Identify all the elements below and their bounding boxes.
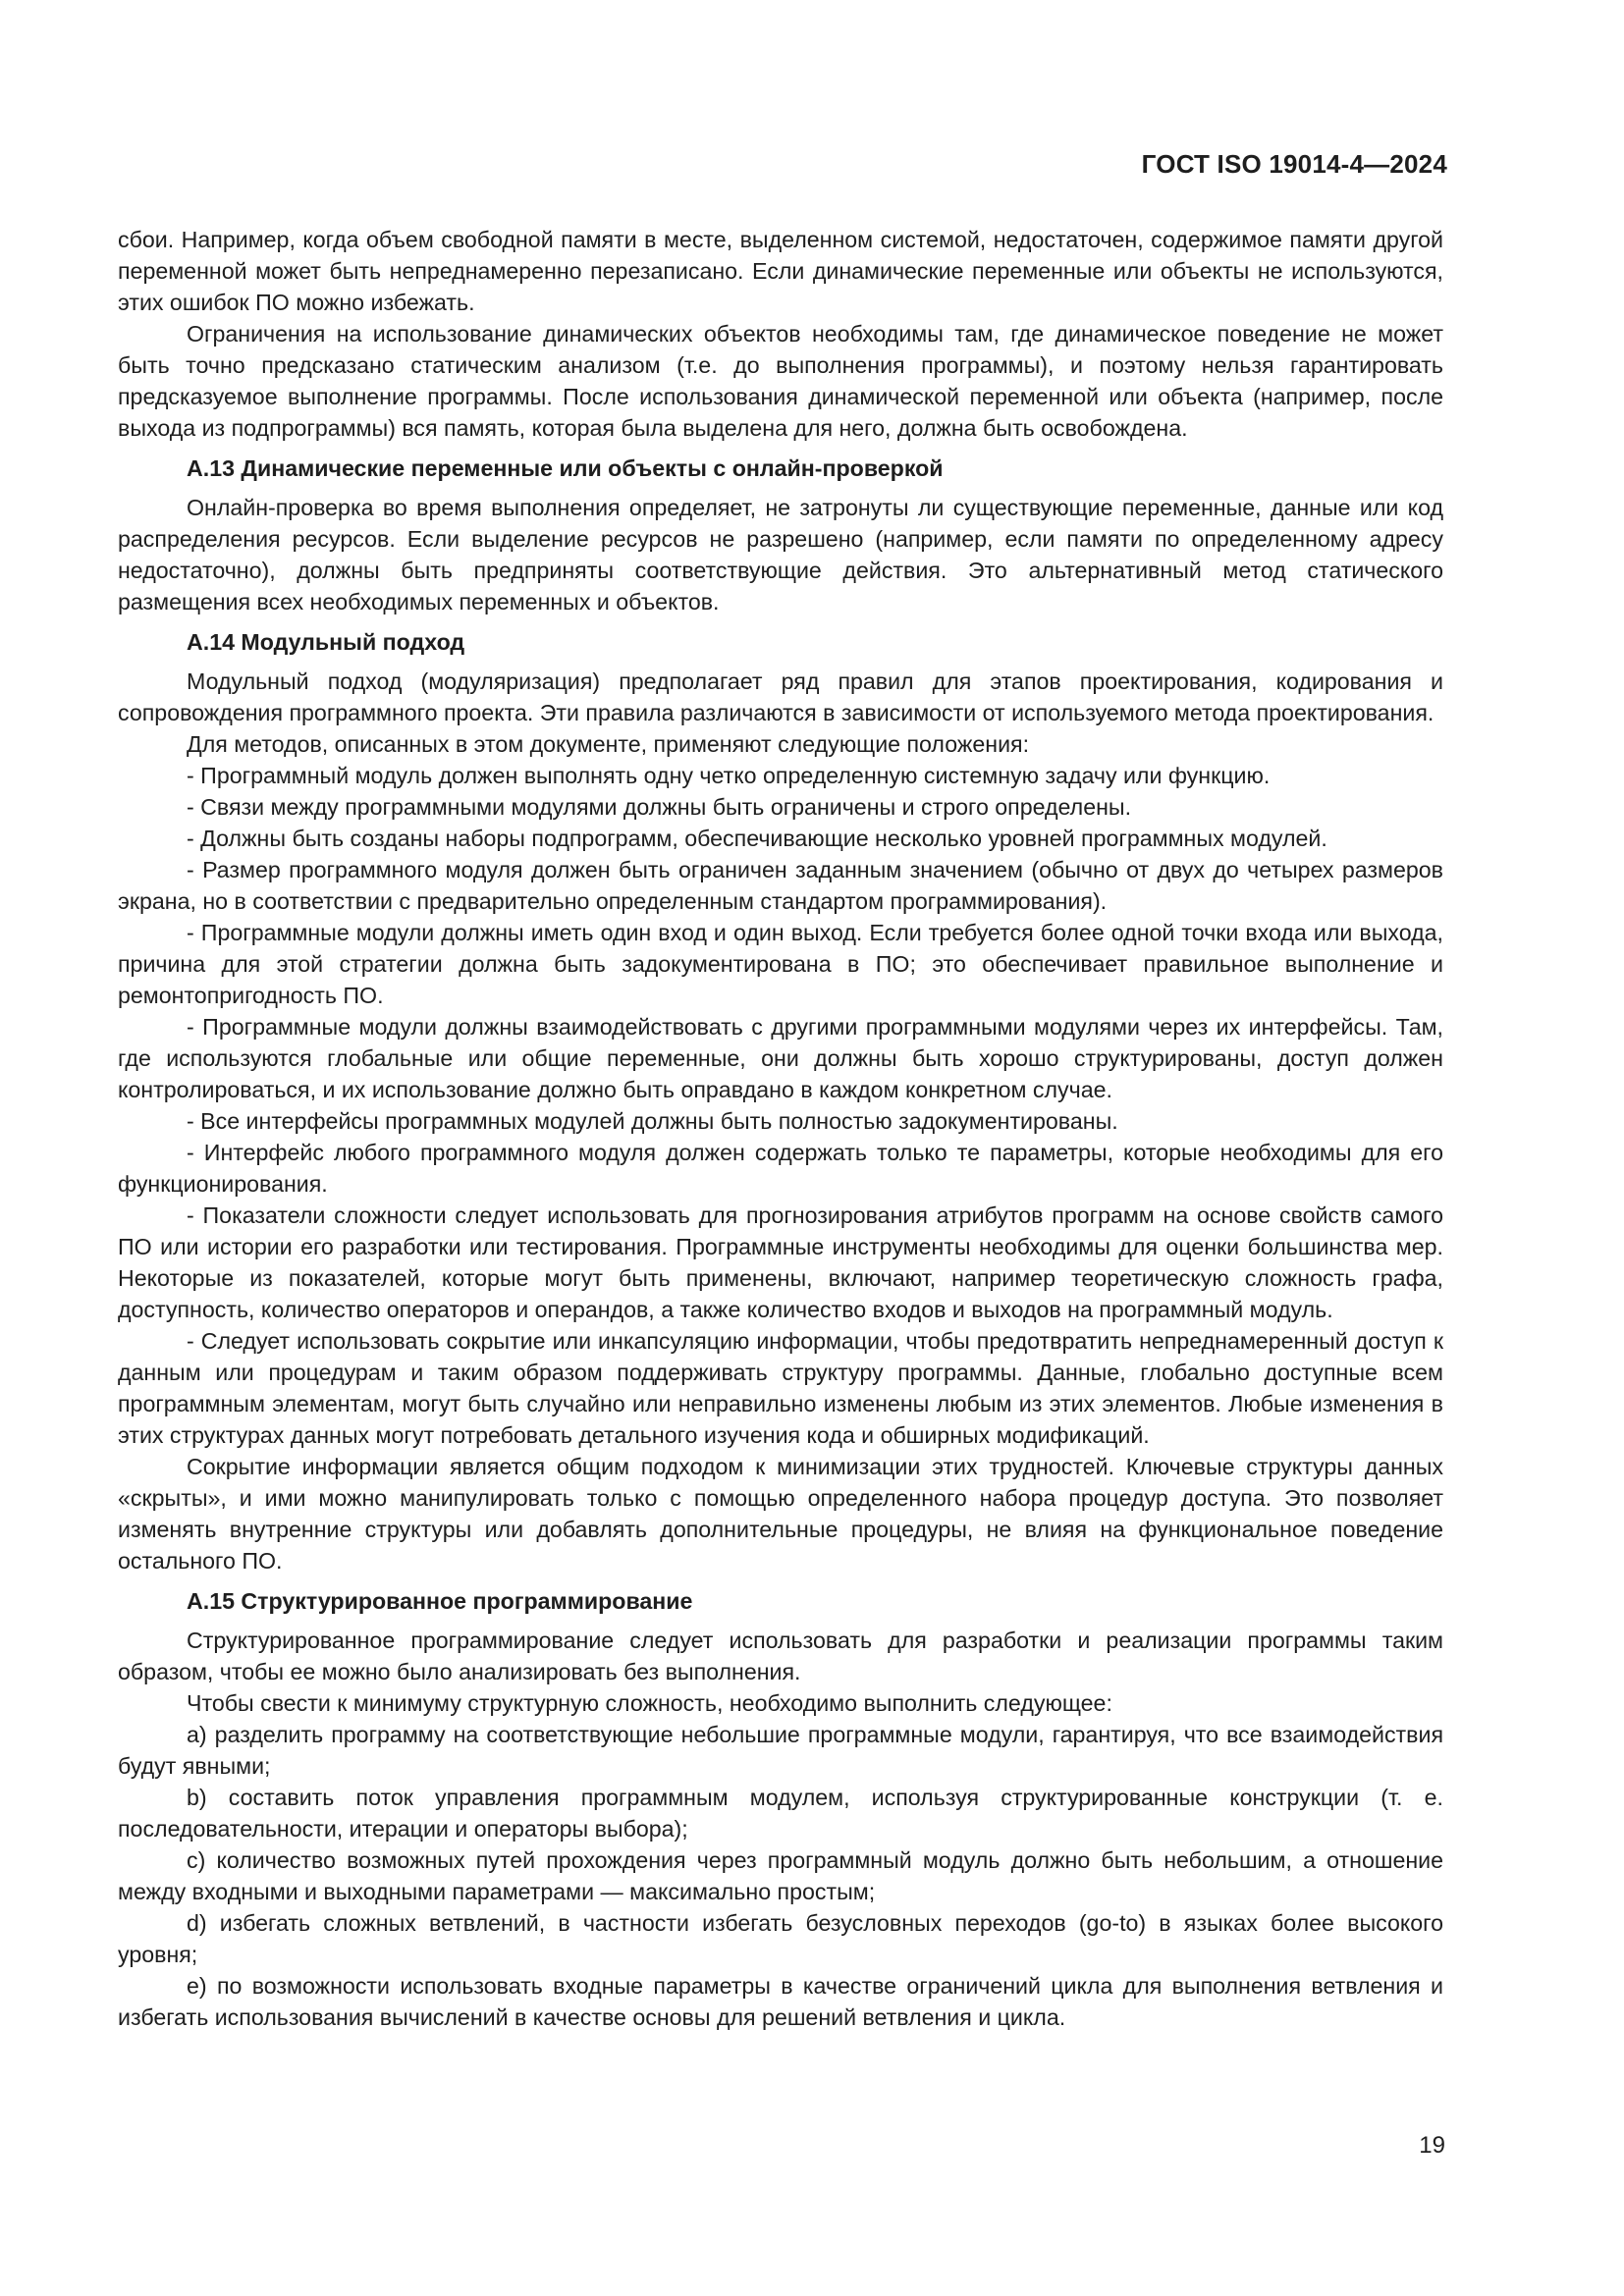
list-item: - Должны быть созданы наборы подпрограмм, обеспечивающие несколько уровней программных модулей. [187,826,1327,851]
list-item: - Программный модуль должен выполнять одну четко определенную системную задачу или функцию. [187,763,1271,788]
page-number: 19 [1419,2132,1445,2159]
paragraph: Чтобы свести к минимуму структурную сложность, необходимо выполнить следующее: [187,1690,1112,1716]
list-item: - Следует использовать сокрытие или инкапсуляцию информации, чтобы предотвратить непреднамеренный доступ к данным или процедурам и таким образом поддерживать структуру программы. Данные, глобально доступные всем программным элементам, могут быть случайно или неправильно изменены любым из этих элементов. Любые изменения в этих структурах данных могут потребовать детального изучения кода и обширных модификаций. [118,1328,1443,1448]
list-item: - Все интерфейсы программных модулей должны быть полностью задокументированы. [187,1108,1118,1134]
section-heading-a14: А.14 Модульный подход [187,629,465,655]
list-item: b) составить поток управления программным модулем, используя структурированные конструкции (т. е. последовательности, итерации и операторы выбора); [118,1785,1443,1842]
list-item: - Интерфейс любого программного модуля должен содержать только те параметры, которые необходимы для его функционирования. [118,1140,1443,1197]
document-body [118,224,1443,2033]
list-item: - Связи между программными модулями должны быть ограничены и строго определены. [187,794,1132,820]
list-item: - Показатели сложности следует использовать для прогнозирования атрибутов программ на основе свойств самого ПО или истории его разработки или тестирования. Программные инструменты необходимы для оценки большинства мер. Некоторые из показателей, которые могут быть применены, включают, например теоретическую сложность графа, доступность, количество операторов и операндов, а также количество входов и выходов на программный модуль. [118,1202,1443,1322]
paragraph: Ограничения на использование динамических объектов необходимы там, где динамическое поведение не может быть точно предсказано статическим анализом (т.е. до выполнения программы), и поэтому нельзя гарантировать предсказуемое выполнение программы. После использования динамической переменной или объекта (например, после выхода из подпрограммы) вся память, которая была выделена для него, должна быть освобождена. [118,321,1443,441]
list-item: - Программные модули должны иметь один вход и один выход. Если требуется более одной точки входа или выхода, причина для этой стратегии должна быть задокументирована в ПО; это обеспечивает правильное выполнение и ремонтопригодность ПО. [118,920,1443,1008]
list-item: - Размер программного модуля должен быть ограничен заданным значением (обычно от двух до четырех размеров экрана, но в соответствии с предварительно определенным стандартом программирования). [118,857,1443,914]
paragraph: Модульный подход (модуляризация) предполагает ряд правил для этапов проектирования, кодирования и сопровождения программного проекта. Эти правила различаются в зависимости от используемого метода проектирования. [118,668,1443,725]
section-heading-a13: А.13 Динамические переменные или объекты с онлайн-проверкой [187,455,944,481]
list-item: c) количество возможных путей прохождения через программный модуль должно быть небольшим, а отношение между входными и выходными параметрами — максимально простым; [118,1847,1443,1904]
list-item: d) избегать сложных ветвлений, в частности избегать безусловных переходов (go-to) в языках более высокого уровня; [118,1910,1443,1967]
paragraph: сбои. Например, когда объем свободной памяти в месте, выделенном системой, недостаточен, содержимое памяти другой переменной может быть непреднамеренно перезаписано. Если динамические переменные или объекты не используются, этих ошибок ПО можно избежать. [118,227,1443,315]
paragraph: Для методов, описанных в этом документе, применяют следующие положения: [187,731,1030,757]
document-header: ГОСТ ISO 19014-4—2024 [1141,149,1447,179]
paragraph: Сокрытие информации является общим подходом к минимизации этих трудностей. Ключевые структуры данных «скрыты», и ими можно манипулировать только с помощью определенного набора процедур доступа. Это позволяет изменять внутренние структуры или добавлять дополнительные процедуры, не влияя на функциональное поведение остального ПО. [118,1454,1443,1574]
list-item: а) разделить программу на соответствующие небольшие программные модули, гарантируя, что все взаимодействия будут явными; [118,1722,1443,1779]
section-heading-a15: А.15 Структурированное программирование [187,1588,693,1614]
paragraph: Онлайн-проверка во время выполнения определяет, не затронуты ли существующие переменные, данные или код распределения ресурсов. Если выделение ресурсов не разрешено (например, если памяти по определенному адресу недостаточно), должны быть предприняты соответствующие действия. Это альтернативный метод статического размещения всех необходимых переменных и объектов. [118,495,1443,614]
paragraph: Структурированное программирование следует использовать для разработки и реализации программы таким образом, чтобы ее можно было анализировать без выполнения. [118,1628,1443,1684]
list-item: - Программные модули должны взаимодействовать с другими программными модулями через их интерфейсы. Там, где используются глобальные или общие переменные, они должны быть хорошо структурированы, доступ должен контролироваться, и их использование должно быть оправдано в каждом конкретном случае. [118,1014,1443,1102]
list-item: e) по возможности использовать входные параметры в качестве ограничений цикла для выполнения ветвления и избегать использования вычислений в качестве основы для решений ветвления и цикла. [118,1973,1443,2030]
